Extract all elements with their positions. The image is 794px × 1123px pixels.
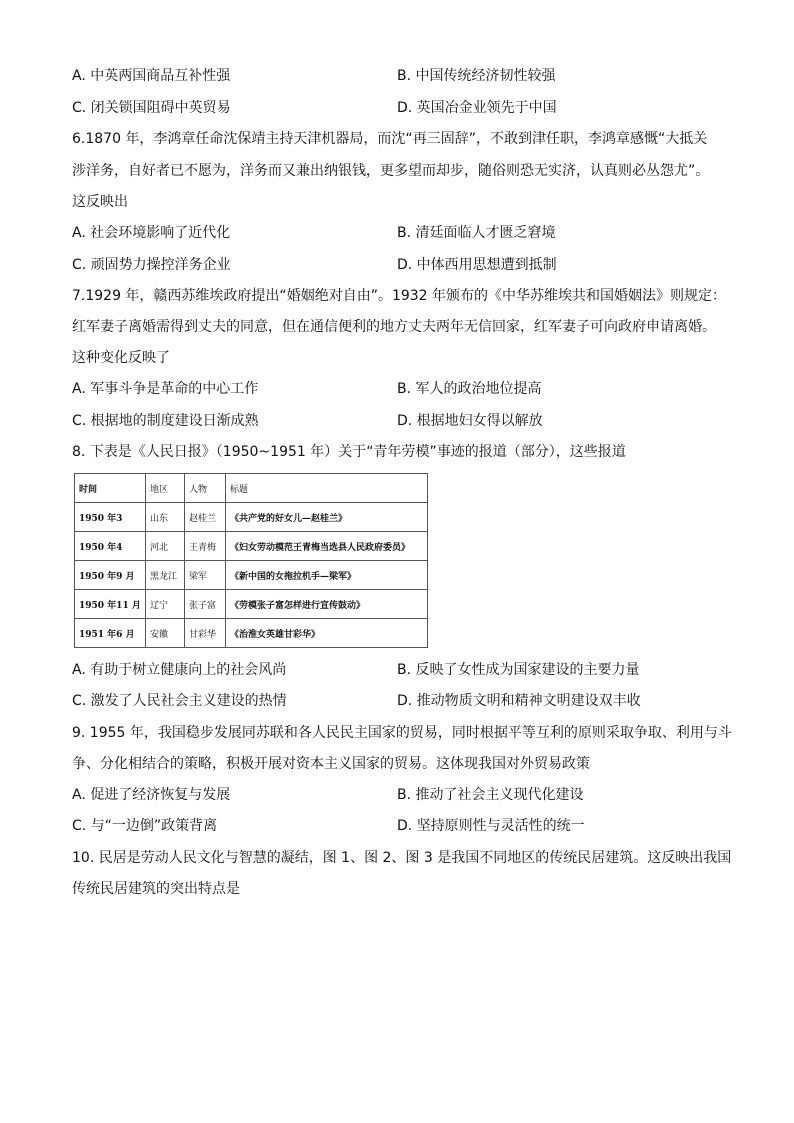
q7-option-a: A. 军事斗争是革命的中心工作 (72, 381, 259, 397)
table-cell: 1950 年11 月 (75, 590, 146, 619)
q9-option-c: C. 与“一边倒”政策背离 (72, 818, 218, 834)
table-row (75, 503, 428, 532)
table-cell: 1950 年3 (75, 503, 146, 532)
q7-option-c: C. 根据地的制度建设日渐成熟 (72, 413, 259, 429)
table-cell: 王青梅 (185, 532, 226, 561)
q5-option-c: C. 闭关锁国阻碍中英贸易 (72, 100, 231, 116)
table-header-cell: 地区 (146, 474, 185, 503)
table-cell: 河北 (146, 532, 185, 561)
q8-option-d: D. 推动物质文明和精神文明建设双丰收 (397, 693, 641, 709)
table-cell: 1951 年6 月 (75, 619, 146, 648)
q7-option-d: D. 根据地妇女得以解放 (397, 413, 543, 429)
q8-option-a: A. 有助于树立健康向上的社会风尚 (72, 662, 287, 678)
q9-stem-line-2: 争、分化相结合的策略，积极开展对资本主义国家的贸易。这体现我国对外贸易政策 (72, 756, 590, 772)
q5-option-d: D. 英国冶金业领先于中国 (397, 100, 557, 116)
q6-option-a: A. 社会环境影响了近代化 (72, 225, 231, 241)
q6-option-b: B. 清廷面临人才匮乏窘境 (397, 225, 556, 241)
table-row (75, 619, 428, 648)
table-cell: 梁军 (185, 561, 226, 590)
table-cell: 《新中国的女拖拉机手—梁军》 (226, 561, 428, 590)
q9-stem-line-1: 9. 1955 年，我国稳步发展同苏联和各人民民主国家的贸易，同时根据平等互利的原则采取争取、利用与斗 (72, 725, 732, 741)
table-cell: 《共产党的好女儿—赵桂兰》 (226, 503, 428, 532)
table-cell: 张子富 (185, 590, 226, 619)
q8-option-b: B. 反映了女性成为国家建设的主要力量 (397, 662, 640, 678)
labor-model-report-table (74, 473, 428, 648)
table-header-cell: 标题 (226, 474, 428, 503)
q8-stem: 8. 下表是《人民日报》（1950~1951 年）关于“青年劳模”事迹的报道（部分），这些报道 (72, 444, 626, 460)
q7-stem-line-3: 这种变化反映了 (72, 350, 170, 366)
table-header-cell: 时间 (75, 474, 146, 503)
q6-stem-line-3: 这反映出 (72, 194, 128, 210)
table-cell: 《劳模张子富怎样进行宣传鼓动》 (226, 590, 428, 619)
q5-option-b: B. 中国传统经济韧性较强 (397, 68, 556, 84)
table-row (75, 561, 428, 590)
table-cell: 安徽 (146, 619, 185, 648)
q10-stem-line-1: 10. 民居是劳动人民文化与智慧的凝结，图 1、图 2、图 3 是我国不同地区的传统民居建筑。这反映出我国 (72, 850, 732, 866)
table-header-cell: 人物 (185, 474, 226, 503)
table-cell: 《治淮女英雄甘彩华》 (226, 619, 428, 648)
q9-option-b: B. 推动了社会主义现代化建设 (397, 787, 584, 803)
table-row (75, 590, 428, 619)
table-cell: 黑龙江 (146, 561, 185, 590)
table-row (75, 532, 428, 561)
q7-stem-line-2: 红军妻子离婚需得到丈夫的同意，但在通信便利的地方丈夫两年无信回家，红军妻子可向政府申请离婚。 (72, 319, 716, 335)
table-header-row (75, 474, 428, 503)
q6-option-d: D. 中体西用思想遭到抵制 (397, 257, 557, 273)
table-cell: 山东 (146, 503, 185, 532)
table-cell: 辽宁 (146, 590, 185, 619)
q8-option-c: C. 激发了人民社会主义建设的热情 (72, 693, 287, 709)
table-cell: 赵桂兰 (185, 503, 226, 532)
q6-stem-line-1: 6.1870 年，李鸿章任命沈保靖主持天津机器局，而沈“再三固辞”，不敢到津任职，李鸿章感慨“大抵关 (72, 131, 708, 147)
table-cell: 1950 年9 月 (75, 561, 146, 590)
table-cell: 1950 年4 (75, 532, 146, 561)
q5-option-a: A. 中英两国商品互补性强 (72, 68, 231, 84)
q7-stem-line-1: 7.1929 年，赣西苏维埃政府提出“婚姻绝对自由”。1932 年颁布的《中华苏维埃共和国婚姻法》则规定： (72, 288, 727, 304)
table-cell: 甘彩华 (185, 619, 226, 648)
table-cell: 《妇女劳动模范王青梅当选县人民政府委员》 (226, 532, 428, 561)
q10-stem-line-2: 传统民居建筑的突出特点是 (72, 881, 240, 897)
q7-option-b: B. 军人的政治地位提高 (397, 381, 542, 397)
q6-option-c: C. 顽固势力操控洋务企业 (72, 257, 231, 273)
q9-option-d: D. 坚持原则性与灵活性的统一 (397, 818, 585, 834)
q9-option-a: A. 促进了经济恢复与发展 (72, 787, 231, 803)
q6-stem-line-2: 涉洋务，自好者已不愿为，洋务而又兼出纳银钱，更多望而却步，随俗则恐无实济，认真则必丛怨尤”。 (72, 163, 710, 179)
